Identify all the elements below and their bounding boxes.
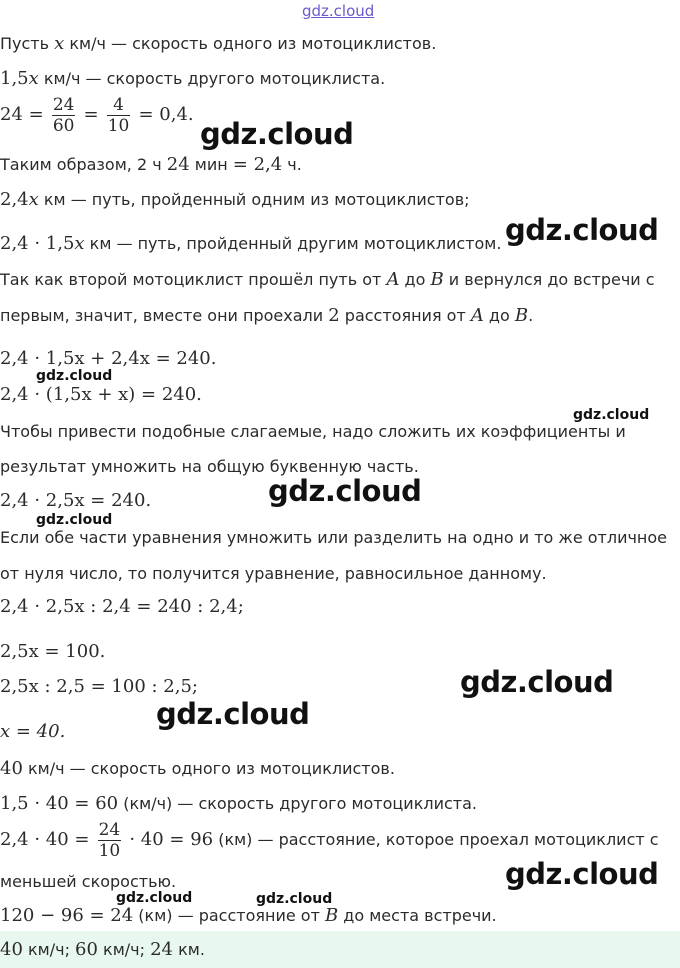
fraction: $\frac{4}{10}$ xyxy=(107,95,130,136)
watermark-small: gdz.cloud xyxy=(116,890,193,906)
watermark-small: gdz.cloud xyxy=(36,368,113,384)
watermark-top: gdz.cloud xyxy=(302,2,375,20)
watermark: gdz.cloud xyxy=(268,474,422,508)
solution-line: 1,5 · 40 = 60 (км/ч) — скорость другого мотоциклиста. xyxy=(0,793,477,814)
equation: 2,4 · 1,5x + 2,4x = 240. xyxy=(0,348,217,369)
watermark: gdz.cloud xyxy=(505,213,659,247)
watermark-small: gdz.cloud xyxy=(573,407,650,423)
solution-line: Так как второй мотоциклист прошёл путь от A до B и вернулся до встречи с xyxy=(0,269,655,290)
watermark: gdz.cloud xyxy=(156,697,310,731)
equation: 2,4 · (1,5x + x) = 240. xyxy=(0,384,202,405)
fraction: $\frac{24}{60}$ xyxy=(52,95,75,136)
equation: 2,4 · 2,5x : 2,4 = 240 : 2,4; xyxy=(0,596,244,617)
solution-line: меньшей скоростью. xyxy=(0,872,177,891)
watermark-small: gdz.cloud xyxy=(256,891,333,907)
solution-line: 2,4x км — путь, пройденный одним из мотоциклистов; xyxy=(0,189,470,210)
watermark: gdz.cloud xyxy=(505,857,659,891)
equation: 2,5x : 2,5 = 100 : 2,5; xyxy=(0,676,198,697)
watermark-small: gdz.cloud xyxy=(36,512,113,528)
solution-line-fraction: 2,4 · 40 = $\frac{24}{10}$ · 40 = 96 (км) — расстояние, которое проехал мотоциклист с xyxy=(0,820,659,861)
equation: 2,4 · 2,5x = 240. xyxy=(0,490,152,511)
watermark: gdz.cloud xyxy=(460,665,614,699)
solution-line: Если обе части уравнения умножить или разделить на одно и то же отличное xyxy=(0,528,668,547)
solution-line-fraction: 24 = $\frac{24}{60}$ = $\frac{4}{10}$ = 0,4. xyxy=(0,95,194,136)
solution-line: Чтобы привести подобные слагаемые, надо сложить их коэффициенты и xyxy=(0,422,626,441)
answer-box xyxy=(0,931,680,968)
solution-line: от нуля число, то получится уравнение, равносильное данному. xyxy=(0,564,547,583)
solution-line: результат умножить на общую буквенную часть. xyxy=(0,457,419,476)
solution-line: первым, значит, вместе они проехали 2 расстояния от A до B. xyxy=(0,305,534,326)
equation: x = 40. xyxy=(0,721,66,742)
solution-line: 120 − 96 = 24 (км) — расстояние от B до места встречи. xyxy=(0,905,497,926)
solution-line: Таким образом, 2 ч 24 мин = 2,4 ч. xyxy=(0,154,302,175)
solution-line: 1,5x км/ч — скорость другого мотоциклиста. xyxy=(0,68,386,89)
solution-line: 2,4 · 1,5x км — путь, пройденный другим мотоциклистом. xyxy=(0,233,502,254)
solution-line: Пусть x км/ч — скорость одного из мотоциклистов. xyxy=(0,33,437,54)
equation: 2,5x = 100. xyxy=(0,641,106,662)
fraction: $\frac{24}{10}$ xyxy=(98,820,121,861)
watermark: gdz.cloud xyxy=(200,117,354,151)
solution-line: 40 км/ч — скорость одного из мотоциклистов. xyxy=(0,758,395,779)
answer-text: 40 км/ч; 60 км/ч; 24 км. xyxy=(0,939,205,960)
